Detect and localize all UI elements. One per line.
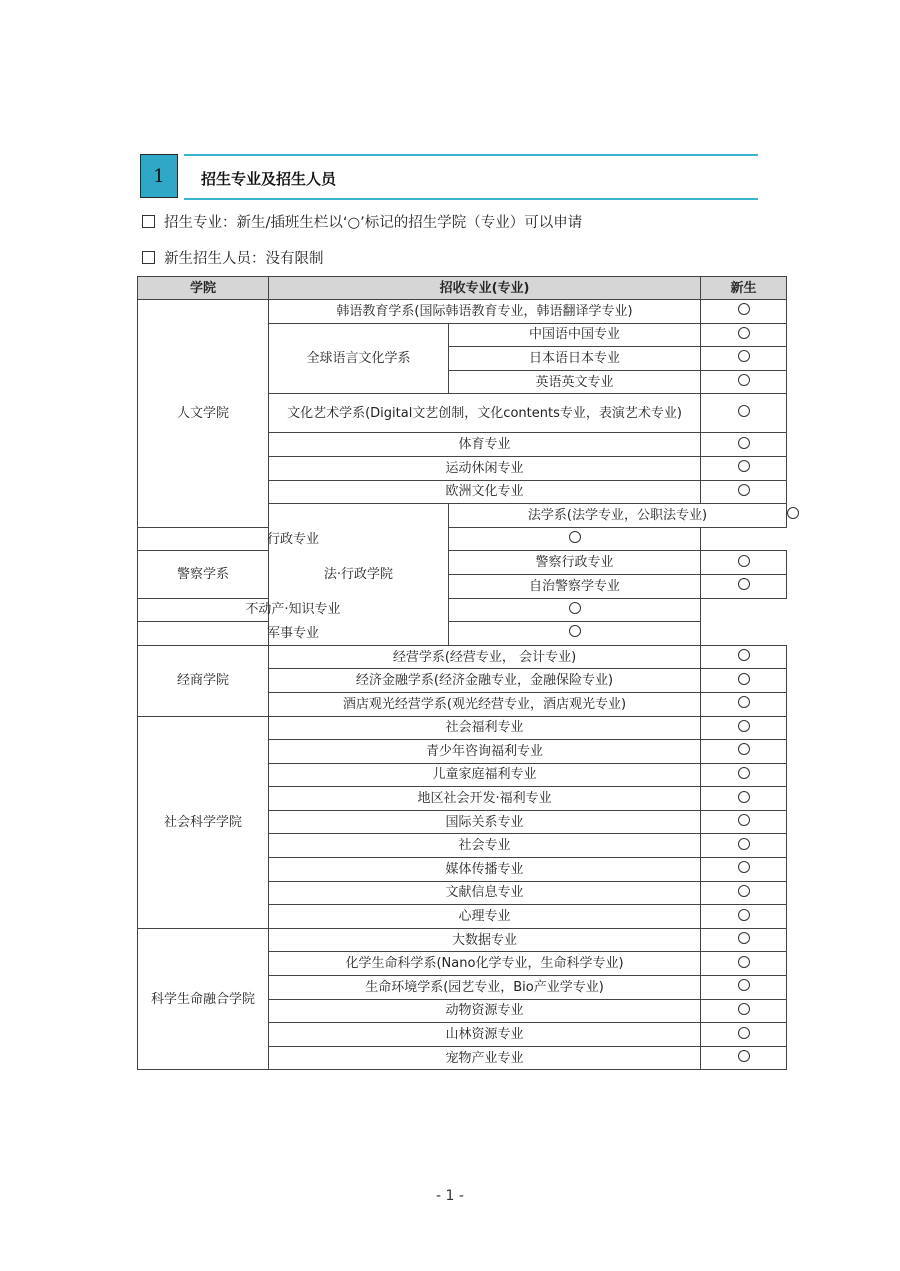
major-cell: 社会专业 <box>269 834 701 858</box>
circle-mark-icon <box>738 956 750 968</box>
col-header-freshman: 新生 <box>701 277 787 300</box>
freshman-mark <box>701 976 787 1000</box>
freshman-mark <box>701 881 787 905</box>
freshman-mark <box>701 952 787 976</box>
square-bullet-icon <box>142 215 155 228</box>
circle-mark-icon <box>738 885 750 897</box>
circle-mark-icon <box>738 838 750 850</box>
freshman-mark <box>701 810 787 834</box>
freshman-mark <box>701 787 787 811</box>
major-cell: 韩语教育学系(国际韩语教育专业，韩语翻译学专业) <box>269 300 701 324</box>
freshman-mark <box>701 999 787 1023</box>
note-quota <box>142 247 324 268</box>
major-cell: 国际关系专业 <box>269 810 701 834</box>
circle-mark-icon <box>738 861 750 873</box>
col-header-college: 学院 <box>138 277 269 300</box>
section-title: 招生专业及招生人员 <box>201 170 337 188</box>
freshman-mark <box>701 551 787 575</box>
freshman-mark <box>701 1023 787 1047</box>
major-cell: 宠物产业专业 <box>269 1046 701 1070</box>
major-cell: 文化艺术学系(Digital文艺创制，文化contents专业，表演艺术专业) <box>269 394 701 433</box>
table-header-row <box>138 277 787 300</box>
freshman-mark <box>701 834 787 858</box>
circle-mark-icon <box>738 767 750 779</box>
circle-mark-icon <box>738 374 750 386</box>
circle-mark-icon <box>738 814 750 826</box>
circle-mark-icon <box>738 979 750 991</box>
table-row <box>138 598 787 622</box>
circle-mark-icon <box>569 625 581 637</box>
major-cell: 军事专业 <box>138 622 449 646</box>
major-cell: 心理专业 <box>269 905 701 929</box>
circle-mark-icon <box>738 578 750 590</box>
major-cell: 媒体传播专业 <box>269 858 701 882</box>
college-cell: 经商学院 <box>138 645 269 716</box>
page-number: - 1 - <box>436 1188 464 1204</box>
circle-mark-icon <box>738 303 750 315</box>
freshman-mark <box>701 716 787 740</box>
circle-mark-icon <box>738 460 750 472</box>
square-bullet-icon <box>142 251 155 264</box>
section-header <box>140 154 758 200</box>
freshman-mark <box>701 347 787 371</box>
major-cell: 地区社会开发·福利专业 <box>269 787 701 811</box>
circle-mark-icon <box>738 350 750 362</box>
freshman-mark <box>449 622 701 646</box>
circle-mark-icon <box>738 555 750 567</box>
freshman-mark <box>701 433 787 457</box>
circle-mark-icon <box>738 649 750 661</box>
freshman-mark <box>701 763 787 787</box>
department-cell: 警察学系 <box>138 551 269 598</box>
circle-mark-icon <box>738 327 750 339</box>
major-cell: 山林资源专业 <box>269 1023 701 1047</box>
department-cell: 全球语言文化学系 <box>269 323 449 394</box>
freshman-mark <box>701 669 787 693</box>
college-cell: 人文学院 <box>138 300 269 528</box>
circle-mark-icon <box>738 791 750 803</box>
major-cell: 动物资源专业 <box>269 999 701 1023</box>
table-row <box>138 551 787 575</box>
circle-mark-icon <box>738 437 750 449</box>
circle-mark-icon <box>738 405 750 417</box>
section-number: 1 <box>140 154 178 198</box>
major-cell: 行政专业 <box>138 527 449 551</box>
major-cell: 酒店观光经营学系(观光经营专业，酒店观光专业) <box>269 692 701 716</box>
circle-mark-icon <box>738 696 750 708</box>
freshman-mark <box>701 692 787 716</box>
table-row <box>138 645 787 669</box>
freshman-mark <box>701 456 787 480</box>
freshman-mark <box>701 858 787 882</box>
major-cell: 大数据专业 <box>269 928 701 952</box>
freshman-mark <box>701 394 787 433</box>
major-cell: 生命环境学系(园艺专业，Bio产业学专业) <box>269 976 701 1000</box>
freshman-mark <box>701 480 787 504</box>
table-row <box>138 622 787 646</box>
header-rule-top <box>184 154 758 156</box>
major-cell: 警察行政专业 <box>449 551 701 575</box>
header-rule-bottom <box>184 198 758 200</box>
major-cell: 经济金融学系(经济金融专业，金融保险专业) <box>269 669 701 693</box>
circle-mark-icon <box>787 507 799 519</box>
freshman-mark <box>701 740 787 764</box>
circle-mark-icon <box>738 673 750 685</box>
majors-table <box>137 276 787 1070</box>
college-cell: 社会科学学院 <box>138 716 269 928</box>
major-cell: 自治警察学专业 <box>449 574 701 598</box>
major-cell: 文献信息专业 <box>269 881 701 905</box>
freshman-mark <box>449 527 701 551</box>
freshman-mark <box>701 574 787 598</box>
major-cell: 社会福利专业 <box>269 716 701 740</box>
major-cell: 法学系(法学专业，公职法专业) <box>449 504 787 528</box>
major-cell: 体育专业 <box>269 433 701 457</box>
circle-mark-icon <box>738 1027 750 1039</box>
freshman-mark <box>701 300 787 324</box>
circle-mark-icon <box>738 720 750 732</box>
freshman-mark <box>701 928 787 952</box>
major-cell: 青少年咨询福利专业 <box>269 740 701 764</box>
major-cell: 化学生命科学系(Nano化学专业，生命科学专业) <box>269 952 701 976</box>
circle-mark-icon <box>738 1050 750 1062</box>
major-cell: 儿童家庭福利专业 <box>269 763 701 787</box>
major-cell: 中国语中国专业 <box>449 323 701 347</box>
note-majors-text: 招生专业：新生/插班生栏以‘○’标记的招生学院（专业）可以申请 <box>164 215 583 231</box>
freshman-mark <box>701 323 787 347</box>
table-row <box>138 527 787 551</box>
note-majors <box>142 211 582 232</box>
circle-mark-icon <box>569 602 581 614</box>
col-header-major: 招收专业(专业) <box>269 277 701 300</box>
major-cell: 运动休闲专业 <box>269 456 701 480</box>
circle-mark-icon <box>738 484 750 496</box>
major-cell: 日本语日本专业 <box>449 347 701 371</box>
circle-mark-icon <box>569 531 581 543</box>
circle-mark-icon <box>738 932 750 944</box>
note-quota-text: 新生招生人员：没有限制 <box>164 251 324 267</box>
major-cell: 英语英文专业 <box>449 370 701 394</box>
freshman-mark <box>701 905 787 929</box>
circle-mark-icon <box>738 743 750 755</box>
table-row <box>138 928 787 952</box>
circle-mark-icon <box>738 909 750 921</box>
freshman-mark <box>701 645 787 669</box>
college-cell: 科学生命融合学院 <box>138 928 269 1070</box>
table-row <box>138 716 787 740</box>
college-cell: 法·行政学院 <box>269 504 449 646</box>
major-cell: 经营学系(经营专业， 会计专业) <box>269 645 701 669</box>
freshman-mark <box>701 370 787 394</box>
major-cell: 欧洲文化专业 <box>269 480 701 504</box>
freshman-mark <box>701 1046 787 1070</box>
table-row <box>138 300 787 324</box>
major-cell: 不动产·知识专业 <box>138 598 449 622</box>
freshman-mark <box>449 598 701 622</box>
circle-mark-icon <box>738 1003 750 1015</box>
